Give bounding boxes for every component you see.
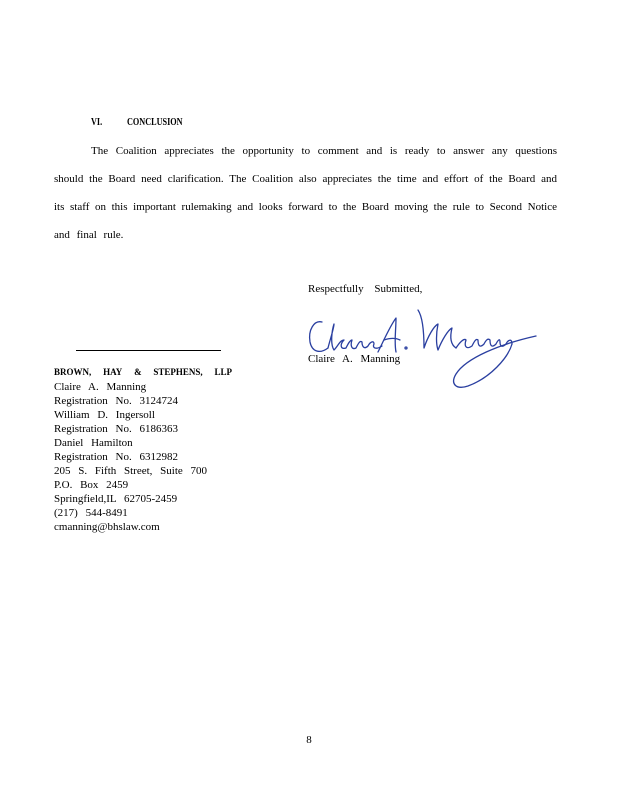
contact-block	[54, 380, 207, 534]
contact-line: William D. Ingersoll	[54, 409, 155, 421]
contact-line: Registration No. 6312982	[54, 451, 178, 463]
handwritten-signature	[300, 300, 540, 392]
firm-name-suffix: LLP	[214, 367, 232, 377]
page-number: 8	[306, 734, 312, 746]
paragraph-line: The Coalition appreciates the opportunity to comment and is ready to answer any questions	[91, 145, 557, 157]
section-title: CONCLUSION	[127, 117, 183, 128]
firm-name-part: STEPHENS,	[153, 367, 203, 377]
firm-name	[54, 367, 232, 377]
contact-line: Registration No. 6186363	[54, 423, 178, 435]
contact-line: 205 S. Fifth Street, Suite 700	[54, 465, 208, 477]
contact-line: Claire A. Manning	[54, 381, 147, 393]
paragraph-line: its staff on this important rulemaking and looks forward to the Board moving the rule to Second Notice	[54, 201, 557, 213]
contact-line: Daniel Hamilton	[54, 437, 133, 449]
signer-name: Claire A. Manning	[308, 353, 401, 365]
paragraph-line: and final rule.	[54, 229, 124, 241]
firm-name-part: &	[134, 367, 142, 377]
contact-line: P.O. Box 2459	[54, 479, 129, 491]
contact-line: Registration No. 3124724	[54, 395, 178, 407]
paragraph-line: should the Board need clarification. The Coalition also appreciates the time and effort of the Board and	[54, 173, 557, 185]
section-number: VI.	[91, 117, 103, 128]
firm-name-part: HAY	[103, 367, 123, 377]
signature-line	[76, 350, 221, 351]
firm-name-part: BROWN,	[54, 367, 92, 377]
closing-text: Respectfully Submitted,	[308, 283, 423, 295]
contact-email[interactable]: cmanning@bhslaw.com	[54, 521, 160, 533]
contact-line: (217) 544-8491	[54, 507, 128, 519]
contact-line: Springfield,IL 62705-2459	[54, 493, 178, 505]
